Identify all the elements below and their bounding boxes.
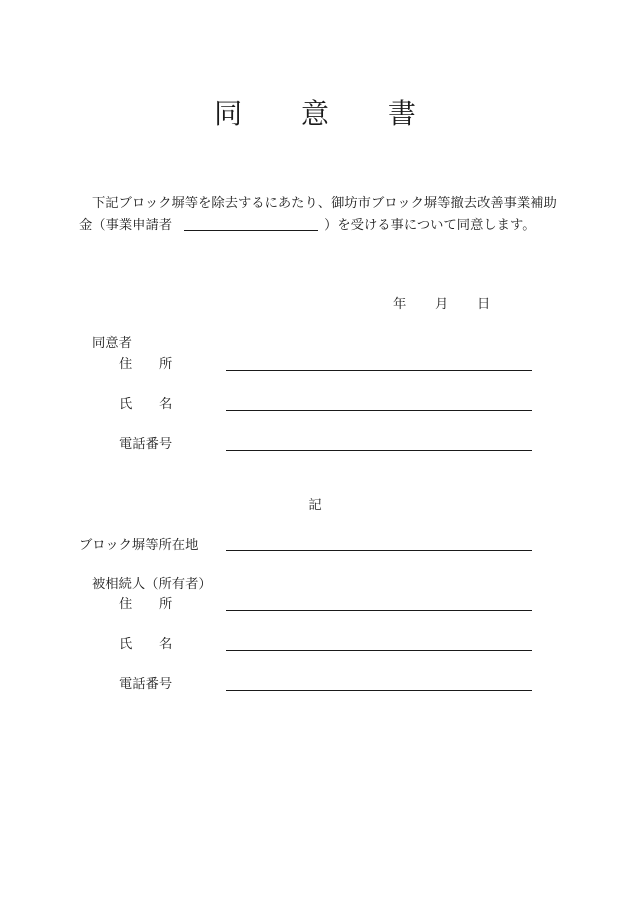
date-field[interactable] [393, 296, 490, 314]
statement-line-1: 下記ブロック塀等を除去するにあたり、御坊市ブロック塀等撤去改善事業補助 [92, 196, 557, 211]
heir-name-field[interactable] [226, 650, 532, 651]
title-char: 同 [214, 97, 243, 130]
date-day-label: 日 [477, 297, 491, 312]
statement-line-2: 金（事業申請者 ）を受ける事について同意します。 [79, 218, 536, 233]
date-year-label: 年 [393, 297, 407, 312]
heir-address-field[interactable] [226, 610, 532, 611]
date-month-label: 月 [435, 297, 449, 312]
ki-heading: 記 [308, 498, 322, 513]
location-label: ブロック塀等所在地 [79, 538, 199, 553]
title-char: 書 [387, 97, 416, 130]
location-field[interactable] [226, 550, 532, 551]
title-char: 意 [300, 97, 329, 130]
heir-name-label: 氏 名 [119, 637, 173, 652]
document-title [0, 96, 630, 132]
consenter-address-field[interactable] [226, 370, 532, 371]
heir-phone-field[interactable] [226, 690, 532, 691]
consenter-phone-label: 電話番号 [119, 437, 173, 452]
consenter-heading: 同意者 [92, 336, 132, 351]
consent-statement [79, 193, 559, 237]
consenter-address-label: 住 所 [119, 357, 173, 372]
consenter-name-field[interactable] [226, 410, 532, 411]
heir-phone-label: 電話番号 [119, 677, 173, 692]
consenter-phone-field[interactable] [226, 450, 532, 451]
applicant-name-blank[interactable] [184, 216, 318, 231]
consenter-name-label: 氏 名 [119, 397, 173, 412]
heir-address-label: 住 所 [119, 597, 173, 612]
heir-heading: 被相続人（所有者） [92, 577, 212, 592]
